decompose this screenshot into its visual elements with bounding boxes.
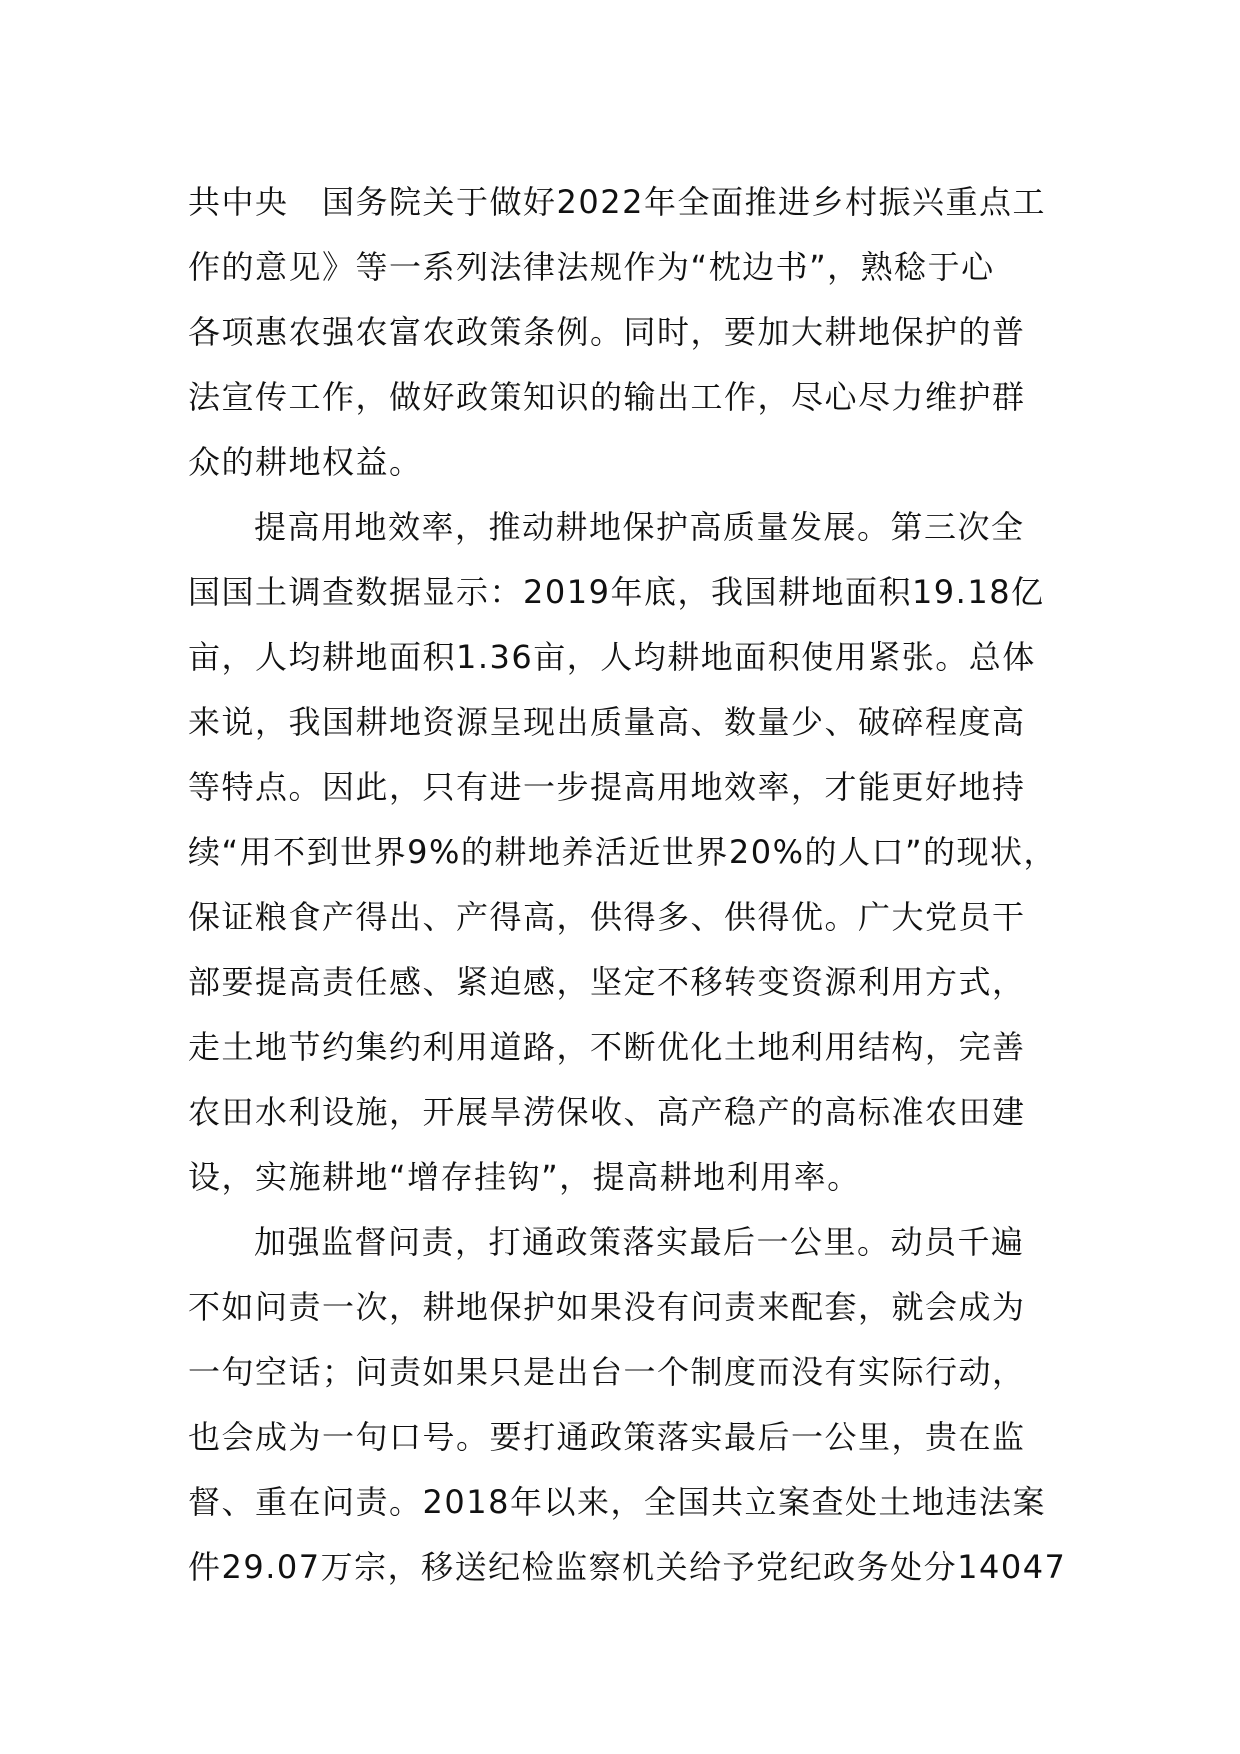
text-line: 亩，人均耕地面积1.36亩，人均耕地面积使用紧张。总体 bbox=[188, 638, 1036, 676]
paragraph-start-line: 提高用地效率，推动耕地保护高质量发展。第三次全 bbox=[254, 508, 1025, 546]
text-line: 各项惠农强农富农政策条例。同时，要加大耕地保护的普 bbox=[188, 313, 1026, 351]
text-line: 也会成为一句口号。要打通政策落实最后一公里，贵在监 bbox=[188, 1418, 1026, 1456]
text-line: 部要提高责任感、紧迫感，坚定不移转变资源利用方式， bbox=[188, 963, 1026, 1001]
document-body bbox=[188, 170, 1067, 1600]
text-line: 来说，我国耕地资源呈现出质量高、数量少、破碎程度高 bbox=[188, 703, 1026, 741]
paragraph-start-line: 加强监督问责，打通政策落实最后一公里。动员千遍 bbox=[254, 1223, 1025, 1261]
text-line: 作的意见》等一系列法律法规作为“枕边书”，熟稔于心 bbox=[188, 248, 995, 286]
text-line: 走土地节约集约利用道路，不断优化土地利用结构，完善 bbox=[188, 1028, 1026, 1066]
text-line: 不如问责一次，耕地保护如果没有问责来配套，就会成为 bbox=[188, 1288, 1026, 1326]
text-line: 法宣传工作，做好政策知识的输出工作，尽心尽力维护群 bbox=[188, 378, 1026, 416]
text-line: 保证粮食产得出、产得高，供得多、供得优。广大党员干 bbox=[188, 898, 1026, 936]
text-line: 共中央 国务院关于做好2022年全面推进乡村振兴重点工 bbox=[188, 183, 1046, 221]
text-line: 等特点。因此，只有进一步提高用地效率，才能更好地持 bbox=[188, 768, 1026, 806]
text-line: 件29.07万宗，移送纪检监察机关给予党纪政务处分14047 bbox=[188, 1548, 1067, 1586]
text-line: 督、重在问责。2018年以来，全国共立案查处土地违法案 bbox=[188, 1483, 1046, 1521]
text-line: 众的耕地权益。 bbox=[188, 443, 423, 481]
text-line: 设，实施耕地“增存挂钩”，提高耕地利用率。 bbox=[188, 1158, 861, 1196]
text-line: 国国土调查数据显示：2019年底，我国耕地面积19.18亿 bbox=[188, 573, 1045, 611]
text-line: 一句空话；问责如果只是出台一个制度而没有实际行动， bbox=[188, 1353, 1026, 1391]
text-line: 续“用不到世界9%的耕地养活近世界20%的人口”的现状， bbox=[188, 833, 1058, 871]
text-line: 农田水利设施，开展旱涝保收、高产稳产的高标准农田建 bbox=[188, 1093, 1026, 1131]
